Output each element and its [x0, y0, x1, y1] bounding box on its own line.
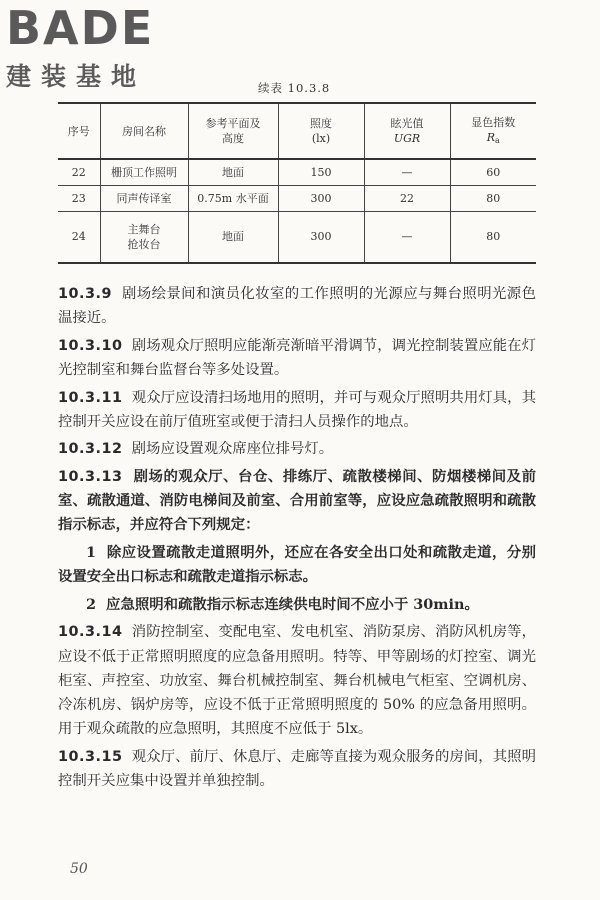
table-row: [58, 159, 536, 185]
cell-lux: 150: [278, 159, 364, 185]
clause-number: 10.3.9: [58, 286, 112, 302]
cell-lux: 300: [278, 211, 364, 263]
lighting-spec-table: [58, 102, 536, 264]
cell-room: 同声传译室: [100, 185, 188, 211]
cell-plane: 地面: [188, 211, 278, 263]
cell-room: 栅顶工作照明: [100, 159, 188, 185]
cell-room: [100, 211, 188, 263]
table-row: [58, 211, 536, 263]
cell-ra: 80: [450, 185, 536, 211]
cell-plane: 0.75m 水平面: [188, 185, 278, 211]
clause-10-3-14: [58, 620, 536, 741]
header-glare-line1: 眩光值: [390, 117, 424, 130]
cell-plane: 地面: [188, 159, 278, 185]
clause-text: 剧场观众厅照明应能渐亮渐暗平滑调节，调光控制装置应能在灯光控制室和舞台监督台等多处设置。: [58, 337, 536, 378]
clause-text: 剧场的观众厅、台仓、排练厅、疏散楼梯间、防烟楼梯间及前室、疏散通道、消防电梯间及前室、合用前室等，应设应急疏散照明和疏散指示标志，并应符合下列规定：: [58, 467, 536, 534]
page-number: 50: [70, 861, 88, 877]
logo-tagline: 建装基地: [6, 62, 147, 91]
clause-text: 消防控制室、变配电室、发电机室、消防泵房、消防风机房等，应设不低于正常照明照度的应急备用照明。特等、甲等剧场的灯控室、调光柜室、声控室、功放室、舞台机械控制室、舞台机械电气柜室、空调机房、冷冻机房、锅炉房等，应设不低于正常照明照度的 50% 的应急备用照明。用于观众疏散的应急照明，其照度不应低于 5lx。: [58, 624, 536, 738]
clause-10-3-13: [58, 465, 536, 538]
cell-ra: 60: [450, 159, 536, 185]
cell-ugr: —: [364, 159, 450, 185]
header-glare-line2: UGR: [393, 132, 421, 145]
sub-item-2: [58, 593, 536, 617]
sub-item-text: 除应设置疏散走道照明外，还应在各安全出口处和疏散走道，分别设置安全出口标志和疏散走道指示标志。: [58, 543, 536, 586]
header-glare: [364, 103, 450, 159]
sub-item-1: [58, 541, 536, 589]
clause-number: 10.3.15: [58, 748, 123, 765]
cell-no: 24: [58, 211, 100, 263]
sub-item-text: 应急照明和疏散指示标志连续供电时间不应小于 30min。: [106, 595, 479, 613]
clause-10-3-10: [58, 334, 536, 382]
cell-ugr: 22: [364, 185, 450, 211]
clause-number: 10.3.12: [58, 441, 123, 458]
header-plane-line1: 参考平面及: [205, 117, 261, 130]
cell-room-line2: 抢妆台: [127, 237, 161, 251]
cell-ra: 80: [450, 211, 536, 263]
cell-ugr: —: [364, 211, 450, 263]
header-lux-line1: 照度: [310, 117, 332, 130]
sub-item-number: 1: [86, 543, 97, 561]
header-lux: [278, 103, 364, 159]
clause-10-3-9: [58, 282, 536, 330]
clause-10-3-11: [58, 386, 536, 434]
clause-10-3-15: [58, 745, 536, 793]
table-header-row: [58, 103, 536, 159]
clause-number: 10.3.10: [58, 337, 123, 354]
header-cri-line1: 显色指数: [471, 115, 516, 129]
clause-text: 剧场绘景间和演员化妆室的工作照明的光源应与舞台照明光源色温接近。: [58, 286, 536, 327]
table-caption: 续表 10.3.8: [258, 81, 331, 95]
clause-10-3-12: [58, 437, 536, 461]
cell-room-line1: 主舞台: [127, 222, 161, 236]
clause-number: 10.3.11: [58, 389, 123, 406]
header-cri-symbol: R: [486, 130, 495, 144]
header-cri-subscript: a: [495, 135, 500, 145]
clause-number: 10.3.14: [58, 624, 123, 641]
clause-text: 观众厅、前厅、休息厅、走廊等直接为观众服务的房间，其照明控制开关应集中设置并单独控制。: [58, 748, 536, 789]
table-row: [58, 185, 536, 211]
clause-list: [58, 282, 536, 797]
cell-no: 23: [58, 185, 100, 211]
clause-number: 10.3.13: [58, 468, 123, 485]
sub-item-number: 2: [86, 595, 97, 613]
cell-lux: 300: [278, 185, 364, 211]
logo-wordmark: BADE: [6, 1, 155, 55]
header-index: 序号: [58, 103, 100, 159]
clause-text: 剧场应设置观众席座位排号灯。: [131, 441, 334, 458]
header-cri: [450, 103, 536, 159]
header-plane: [188, 103, 278, 159]
header-lux-line2: (lx): [311, 132, 331, 145]
header-plane-line2: 高度: [222, 132, 244, 145]
cell-no: 22: [58, 159, 100, 185]
logo: [6, 1, 186, 92]
header-room: 房间名称: [100, 103, 188, 159]
clause-text: 观众厅应设清扫场地用的照明，并可与观众厅照明共用灯具，其控制开关应设在前厅值班室或便于清扫人员操作的地点。: [58, 389, 536, 430]
